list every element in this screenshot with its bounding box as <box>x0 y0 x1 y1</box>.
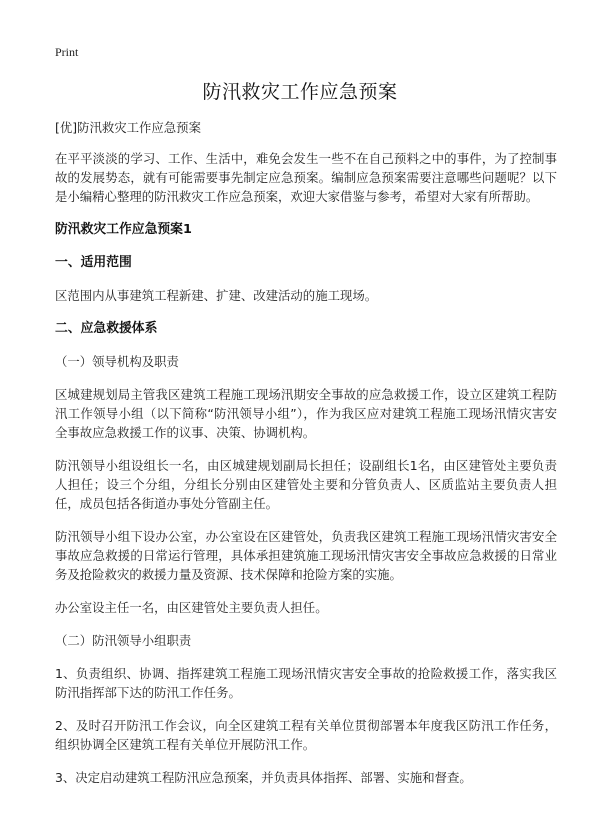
paragraph-duty-1: 1、负责组织、协调、指挥建筑工程施工现场汛情灾害安全事故的抢险救援工作，落实我区防汛指挥部下达的防汛工作任务。 <box>55 666 557 700</box>
document-subtitle: [优]防汛救灾工作应急预案 <box>55 120 201 135</box>
paragraph-leadership-1: 区城建规划局主管我区建筑工程施工现场汛期安全事故的应急救援工作，设立区建筑工程防汛工作领导小组（以下简称“防汛领导小组”），作为我区应对建筑工程施工现场汛情灾害安全事故应急救援工作的议事、决策、协调机构。 <box>55 387 557 440</box>
paragraph-scope: 区范围内从事建筑工程新建、扩建、改建活动的施工现场。 <box>55 288 378 303</box>
paragraph-leadership-3: 防汛领导小组下设办公室，办公室设在区建管处，负责我区建筑工程施工现场汛情灾害安全事故应急救援的日常运行管理，具体承担建筑施工现场汛情灾害安全事故应急救援的日常业务及抢险救灾的救援力量及资源、技术保障和抢险方案的实施。 <box>55 529 557 582</box>
paragraph-leadership-2: 防汛领导小组设组长一名，由区城建规划副局长担任；设副组长1名，由区建管处主要负责人担任；设三个分组，分组长分别由区建管处主要和分管负责人、区质监站主要负责人担任，成员包括各街道办事处分管副主任。 <box>55 458 557 511</box>
paragraph-duty-3: 3、决定启动建筑工程防汛应急预案，并负责具体指挥、部署、实施和督查。 <box>55 770 472 785</box>
heading-scope: 一、适用范围 <box>55 255 132 270</box>
paragraph-leadership-4: 办公室设主任一名，由区建管处主要负责人担任。 <box>55 600 328 615</box>
print-label[interactable]: Print <box>55 45 79 59</box>
subheading-duties: （二）防汛领导小组职责 <box>55 633 192 648</box>
document-body <box>55 118 557 801</box>
heading-rescue-system: 二、应急救援体系 <box>55 321 158 336</box>
subheading-leadership: （一）领导机构及职责 <box>55 354 179 369</box>
paragraph-duty-2: 2、及时召开防汛工作会议，向全区建筑工程有关单位贯彻部署本年度我区防汛工作任务，组织协调全区建筑工程有关单位开展防汛工作。 <box>55 718 557 752</box>
page-title: 防汛救灾工作应急预案 <box>202 81 398 103</box>
intro-paragraph: 在平平淡淡的学习、工作、生活中，难免会发生一些不在自己预料之中的事件，为了控制事故的发展势态，就有可能需要事先制定应急预案。编制应急预案需要注意哪些问题呢？以下是小编精心整理的防汛救灾工作应急预案，欢迎大家借鉴与参考，希望对大家有所帮助。 <box>55 151 557 204</box>
section-heading: 防汛救灾工作应急预案1 <box>55 222 192 237</box>
